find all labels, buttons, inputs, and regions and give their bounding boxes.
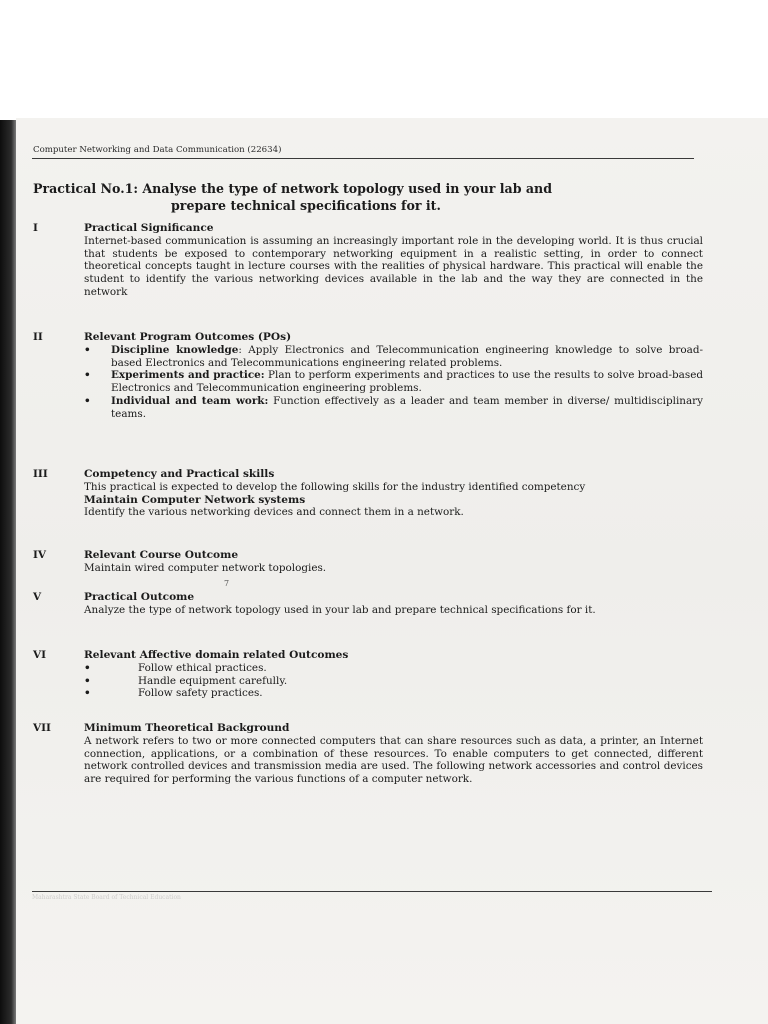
item-title: Discipline knowledge: [111, 343, 239, 356]
affective-list: [84, 662, 703, 700]
section-number: VI: [33, 649, 47, 661]
section-heading: Practical Significance: [84, 222, 214, 234]
running-header: Computer Networking and Data Communication (22634): [33, 145, 282, 155]
section-practical-outcome: [33, 591, 703, 617]
item-text: Handle equipment carefully.: [138, 674, 288, 687]
section-number: V: [33, 591, 42, 603]
section-heading: Relevant Course Outcome: [84, 549, 239, 561]
bullet: •: [84, 343, 91, 356]
list-item: [84, 662, 703, 675]
section-number: VII: [33, 722, 51, 734]
section-heading: Minimum Theoretical Background: [84, 722, 290, 734]
footer-rule: [32, 891, 712, 892]
item-title: Individual and team work:: [111, 394, 269, 407]
item-text: : Apply Electronics and Telecommunication engineering knowledge to solve broad-based Electronics and Telecommunications engineering related problems.: [111, 343, 703, 369]
section-text: A network refers to two or more connected computers that can share resources such as data, a printer, an Internet connection, applications, or a combination of these resources. To enable computers to get connected, different network controlled devices and transmission media are used. The following network accessories and control devices are required for performing the various functions of a computer network.: [84, 734, 703, 786]
bullet: •: [84, 661, 91, 674]
practical-title: [33, 180, 713, 214]
section-text: Internet-based communication is assuming an increasingly important role in the developing world. It is thus crucial that students be exposed to contemporary networking equipment in a realistic setting, in order to connect theoretical concepts taught in lecture courses with the realities of physical hardware. This practical will enable the student to identify the various networking devices available in the lab and the way they are connected in the network: [84, 234, 703, 298]
section-heading: Practical Outcome: [84, 591, 195, 603]
section-affective-outcomes: [33, 649, 703, 700]
bullet: •: [84, 394, 91, 407]
title-line-2: prepare technical specifications for it.: [171, 198, 441, 213]
section-text: This practical is expected to develop the following skills for the industry identified competency: [84, 480, 586, 493]
section-number: IV: [33, 549, 47, 561]
list-item: [84, 344, 703, 370]
section-heading: Competency and Practical skills: [84, 468, 275, 480]
section-competency: [33, 468, 703, 519]
header-rule: [32, 158, 694, 159]
section-number: II: [33, 331, 43, 343]
item-text: Function effectively as a leader and team member in diverse/ multidisciplinary teams.: [111, 394, 703, 420]
section-heading: Relevant Affective domain related Outcomes: [84, 649, 349, 661]
section-heading: Relevant Program Outcomes (POs): [84, 331, 292, 343]
list-item: [84, 687, 703, 700]
bullet: •: [84, 369, 91, 382]
competency-text: Identify the various networking devices and connect them in a network.: [84, 506, 464, 519]
item-title: Experiments and practice:: [111, 369, 265, 382]
outcome-list: [84, 344, 703, 421]
section-number: III: [33, 468, 48, 480]
item-text: Plan to perform experiments and practices to use the results to solve broad-based Electronics and Telecommunication engineering problems.: [111, 369, 703, 395]
section-program-outcomes: [33, 331, 703, 421]
title-line-1: Practical No.1: Analyse the type of network topology used in your lab and: [33, 181, 553, 196]
page-edge-shadow: [0, 120, 16, 1024]
section-text: Maintain wired computer network topologies.: [84, 561, 327, 574]
list-item: [84, 369, 703, 395]
section-practical-significance: [33, 222, 703, 299]
section-number: I: [33, 222, 38, 234]
bullet: •: [84, 674, 91, 687]
list-item: [84, 675, 703, 688]
competency-subheading: Maintain Computer Network systems: [84, 493, 306, 506]
stray-mark: 7: [224, 579, 230, 588]
footer-text: Maharashtra State Board of Technical Education: [32, 894, 181, 901]
list-item: [84, 395, 703, 421]
section-text: Analyze the type of network topology used in your lab and prepare technical specifications for it.: [84, 603, 596, 616]
section-course-outcome: [33, 549, 703, 575]
bullet: •: [84, 687, 91, 700]
item-text: Follow ethical practices.: [138, 661, 267, 674]
section-theoretical-background: [33, 722, 703, 786]
item-text: Follow safety practices.: [138, 687, 263, 700]
